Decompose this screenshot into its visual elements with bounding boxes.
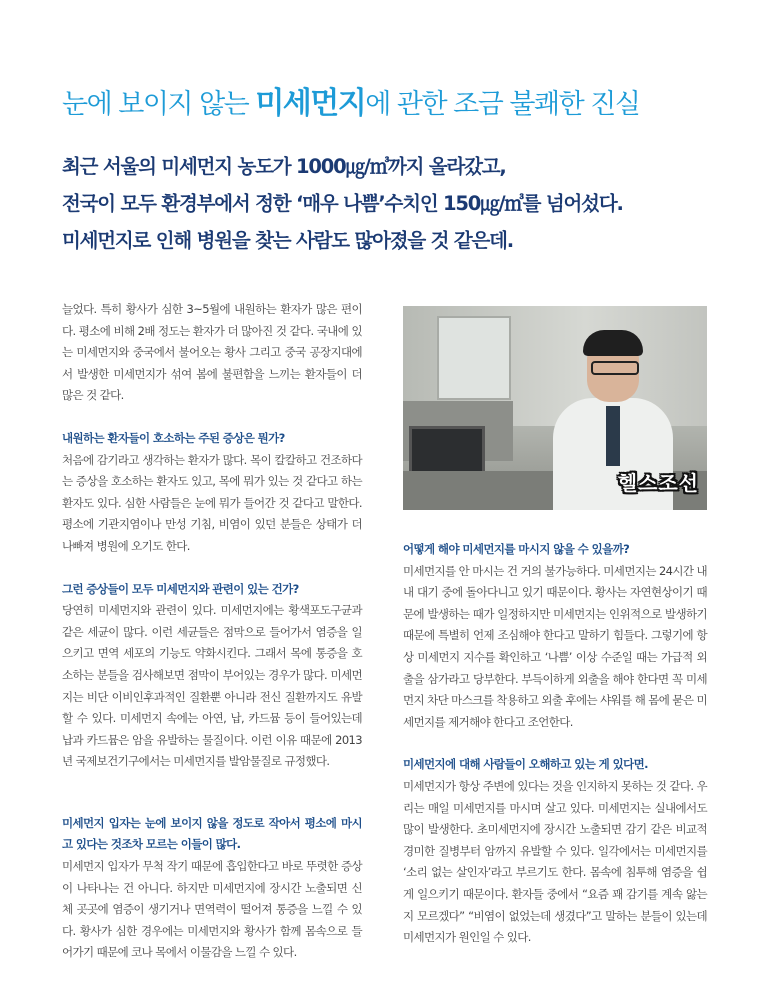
article-title	[62, 78, 742, 122]
answer-paragraph: 미세먼지가 항상 주변에 있다는 것을 인지하지 못하는 것 같다. 우리는 매일 미세먼지를 마시며 살고 있다. 미세먼지는 실내에서도 많이 발생한다. 초미세먼지에 장시간 노출되면 감기 같은 비교적 경미한 질병부터 암까지 유발할 수 있다. 일각에서는 미세먼지를 ‘소리 없는 살인자’라고 부르기도 한다. 몸속에 침투해 염증을 쉽게 일으키기 때문이다. 환자들 중에서 “요즘 꽤 감기를 계속 앓는지 모르겠다” “비염이 없었는데 생겼다”고 말하는 분들이 있는데 미세먼지가 원인일 수 있다.	[403, 778, 707, 945]
lead-text	[62, 148, 742, 259]
photo-watermark-logo: 헬스조선	[617, 471, 699, 495]
intro-paragraph: 늘었다. 특히 황사가 심한 3~5월에 내원하는 환자가 많은 편이다. 평소에 비해 2배 정도는 환자가 더 많아진 것 같다. 국내에 있는 미세먼지와 중국에서 불어오는 황사 그리고 중국 공장지대에서 발생한 미세먼지가 섞여 봄에 불편함을 느끼는 환자들이 더 많은 것 같다.	[62, 302, 362, 403]
question-heading: 내원하는 환자들이 호소하는 주된 증상은 뭔가?	[62, 430, 285, 445]
answer-paragraph: 미세먼지 입자가 무척 작기 때문에 흡입한다고 바로 뚜렷한 증상이 나타나는 건 아니다. 하지만 미세먼지에 장시간 노출되면 신체 곳곳에 염증이 생기거나 면역력이 떨어져 통증을 느낄 수 있다. 황사가 심한 경우에는 미세먼지와 황사가 함께 몸속으로 들어가기 때문에 코나 목에서 이물감을 느낄 수 있다.	[62, 859, 362, 960]
question-heading: 미세먼지에 대해 사람들이 오해하고 있는 게 있다면.	[403, 757, 648, 772]
question-heading: 미세먼지 입자는 눈에 보이지 않을 정도로 작아서 평소에 마시고 있다는 것조차 모르는 이들이 많다.	[62, 815, 362, 852]
lead-line: 최근 서울의 미세먼지 농도가 1000㎍/㎥까지 올라갔고,	[62, 155, 506, 178]
lead-line: 미세먼지로 인해 병원을 찾는 사람도 많아졌을 것 같은데.	[62, 229, 513, 252]
lead-line: 전국이 모두 환경부에서 정한 ‘매우 나쁨’수치인 150㎍/㎥를 넘어섰다.	[62, 192, 623, 215]
answer-paragraph: 처음에 감기라고 생각하는 환자가 많다. 목이 칼칼하고 건조하다는 증상을 호소하는 환자도 있고, 목에 뭐가 있는 것 같다고 하는 환자도 있다. 심한 사람들은 눈에 뭐가 들어간 것 같다고 말한다. 평소에 기관지염이나 만성 기침, 비염이 있던 분들은 상태가 더 나빠져 병원에 오기도 한다.	[62, 452, 362, 553]
doctor-photo	[403, 306, 707, 510]
answer-paragraph: 미세먼지를 안 마시는 건 거의 불가능하다. 미세먼지는 24시간 내내 대기 중에 돌아다니고 있기 때문이다. 황사는 자연현상이기 때문에 발생하는 때가 일정하지만 미세먼지는 인위적으로 발생하기 때문에 특별히 언제 조심해야 한다고 말하기 힘들다. 그렇기에 항상 미세먼지 지수를 확인하고 ‘나쁨’ 이상 수준일 때는 가급적 외출을 삼가라고 당부한다. 부득이하게 외출을 해야 한다면 꼭 미세먼지 차단 마스크를 착용하고 외출 후에는 샤워를 해 몸에 묻은 미세먼지를 제거해야 한다고 조언한다.	[403, 563, 707, 729]
title-pre: 눈에 보이지 않는	[62, 89, 256, 120]
title-post: 에 관한 조금 불쾌한 진실	[365, 89, 640, 120]
question-heading: 그런 증상들이 모두 미세먼지와 관련이 있는 건가?	[62, 581, 299, 596]
left-column	[62, 299, 362, 964]
right-column	[403, 539, 707, 949]
title-emphasis: 미세먼지	[255, 86, 366, 121]
answer-paragraph: 당연히 미세먼지와 관련이 있다. 미세먼지에는 황색포도구균과 같은 세균이 많다. 이런 세균들은 점막으로 들어가서 염증을 일으키고 면역 세포의 기능도 약화시킨다. 그래서 목에 통증을 호소하는 분들을 검사해보면 점막이 부어있는 경우가 많다. 미세먼지는 비단 이비인후과적인 질환뿐 아니라 전신 질환까지도 유발할 수 있다. 미세먼지 속에는 아연, 납, 카드뮴 등이 들어있는데 납과 카드뮴은 암을 유발하는 물질이다. 이런 이유 때문에 2013년 국제보건기구에서는 미세먼지를 발암물질로 규정했다.	[62, 603, 362, 769]
question-heading: 어떻게 해야 미세먼지를 마시지 않을 수 있을까?	[403, 542, 630, 556]
